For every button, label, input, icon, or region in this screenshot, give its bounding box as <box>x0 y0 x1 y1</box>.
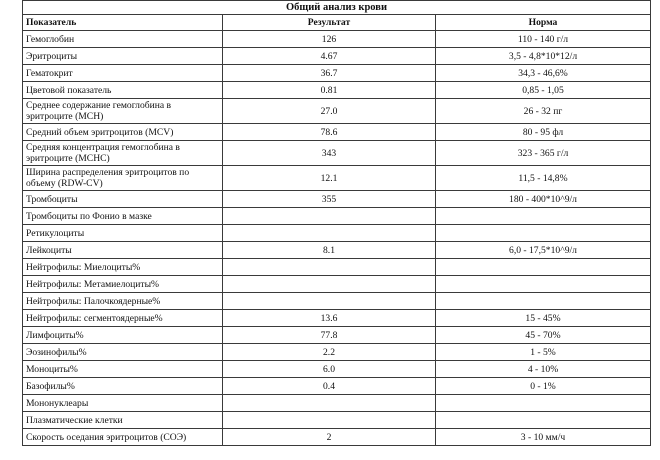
row-norm: 1 - 5% <box>436 344 651 361</box>
row-norm: 323 - 365 г/л <box>436 141 651 166</box>
row-result: 4.67 <box>223 48 436 65</box>
table-row <box>23 242 651 259</box>
row-name: Гематокрит <box>23 65 223 82</box>
row-norm: 3 - 10 мм/ч <box>436 429 651 446</box>
row-result <box>223 293 436 310</box>
row-name: Средний объем эритроцитов (MCV) <box>23 124 223 141</box>
row-result <box>223 412 436 429</box>
row-result: 6.0 <box>223 361 436 378</box>
row-name: Плазматические клетки <box>23 412 223 429</box>
table-row <box>23 259 651 276</box>
row-result: 77.8 <box>223 327 436 344</box>
row-result: 343 <box>223 141 436 166</box>
column-header-result: Результат <box>223 15 436 31</box>
table-row <box>23 429 651 446</box>
table-row <box>23 124 651 141</box>
row-name: Гемоглобин <box>23 31 223 48</box>
row-result <box>223 208 436 225</box>
row-name: Эозинофилы% <box>23 344 223 361</box>
row-name: Лейкоциты <box>23 242 223 259</box>
row-name: Нейтрофилы: Палочкоядерные% <box>23 293 223 310</box>
table-row <box>23 344 651 361</box>
row-norm: 3,5 - 4,8*10*12/л <box>436 48 651 65</box>
blood-analysis-table <box>22 0 651 446</box>
table-row <box>23 208 651 225</box>
row-name: Тромбоциты по Фонио в мазке <box>23 208 223 225</box>
row-name: Лимфоциты% <box>23 327 223 344</box>
row-norm: 110 - 140 г/л <box>436 31 651 48</box>
row-result <box>223 395 436 412</box>
row-norm: 45 - 70% <box>436 327 651 344</box>
row-name: Скорость оседания эритроцитов (СОЭ) <box>23 429 223 446</box>
row-result: 355 <box>223 191 436 208</box>
row-norm: 34,3 - 46,6% <box>436 65 651 82</box>
blood-analysis-sheet <box>22 0 650 446</box>
row-result: 126 <box>223 31 436 48</box>
table-row <box>23 412 651 429</box>
row-norm: 15 - 45% <box>436 310 651 327</box>
row-norm <box>436 208 651 225</box>
table-row <box>23 310 651 327</box>
row-result: 8.1 <box>223 242 436 259</box>
row-name: Нейтрофилы: Миелоциты% <box>23 259 223 276</box>
row-result: 12.1 <box>223 166 436 191</box>
row-norm <box>436 225 651 242</box>
row-result: 2.2 <box>223 344 436 361</box>
table-row <box>23 65 651 82</box>
column-header-row <box>23 15 651 31</box>
table-row <box>23 225 651 242</box>
row-name: Ширина распределения эритроцитов по объему (RDW-CV) <box>23 166 223 191</box>
row-norm <box>436 293 651 310</box>
row-name: Нейтрофилы: сегментоядерные% <box>23 310 223 327</box>
table-row <box>23 141 651 166</box>
document-title: Общий анализ крови <box>23 1 651 15</box>
table-row <box>23 166 651 191</box>
row-result <box>223 259 436 276</box>
row-norm <box>436 276 651 293</box>
row-name: Базофилы% <box>23 378 223 395</box>
column-header-norm: Норма <box>436 15 651 31</box>
table-row <box>23 82 651 99</box>
table-row <box>23 31 651 48</box>
row-name: Моноциты% <box>23 361 223 378</box>
row-norm: 6,0 - 17,5*10^9/л <box>436 242 651 259</box>
row-norm: 180 - 400*10^9/л <box>436 191 651 208</box>
table-row <box>23 48 651 65</box>
table-row <box>23 378 651 395</box>
row-norm <box>436 395 651 412</box>
table-row <box>23 293 651 310</box>
row-norm: 0 - 1% <box>436 378 651 395</box>
row-result: 0.81 <box>223 82 436 99</box>
table-row <box>23 276 651 293</box>
row-name: Средняя концентрация гемоглобина в эритроците (MCHC) <box>23 141 223 166</box>
row-result: 27.0 <box>223 99 436 124</box>
row-result <box>223 225 436 242</box>
row-result: 2 <box>223 429 436 446</box>
row-norm: 0,85 - 1,05 <box>436 82 651 99</box>
table-row <box>23 395 651 412</box>
row-name: Цветовой показатель <box>23 82 223 99</box>
row-name: Эритроциты <box>23 48 223 65</box>
column-header-name: Показатель <box>23 15 223 31</box>
row-name: Ретикулоциты <box>23 225 223 242</box>
row-result: 13.6 <box>223 310 436 327</box>
table-row <box>23 327 651 344</box>
table-row <box>23 361 651 378</box>
row-result: 36.7 <box>223 65 436 82</box>
table-title-row <box>23 1 651 15</box>
table-row <box>23 99 651 124</box>
row-name: Нейтрофилы: Метамиелоциты% <box>23 276 223 293</box>
row-name: Тромбоциты <box>23 191 223 208</box>
row-norm: 80 - 95 фл <box>436 124 651 141</box>
row-norm: 4 - 10% <box>436 361 651 378</box>
row-result <box>223 276 436 293</box>
row-norm: 11,5 - 14,8% <box>436 166 651 191</box>
row-norm <box>436 259 651 276</box>
row-norm: 26 - 32 пг <box>436 99 651 124</box>
row-norm <box>436 412 651 429</box>
row-name: Мононуклеары <box>23 395 223 412</box>
row-result: 0.4 <box>223 378 436 395</box>
row-name: Среднее содержание гемоглобина в эритроците (MCH) <box>23 99 223 124</box>
table-row <box>23 191 651 208</box>
row-result: 78.6 <box>223 124 436 141</box>
